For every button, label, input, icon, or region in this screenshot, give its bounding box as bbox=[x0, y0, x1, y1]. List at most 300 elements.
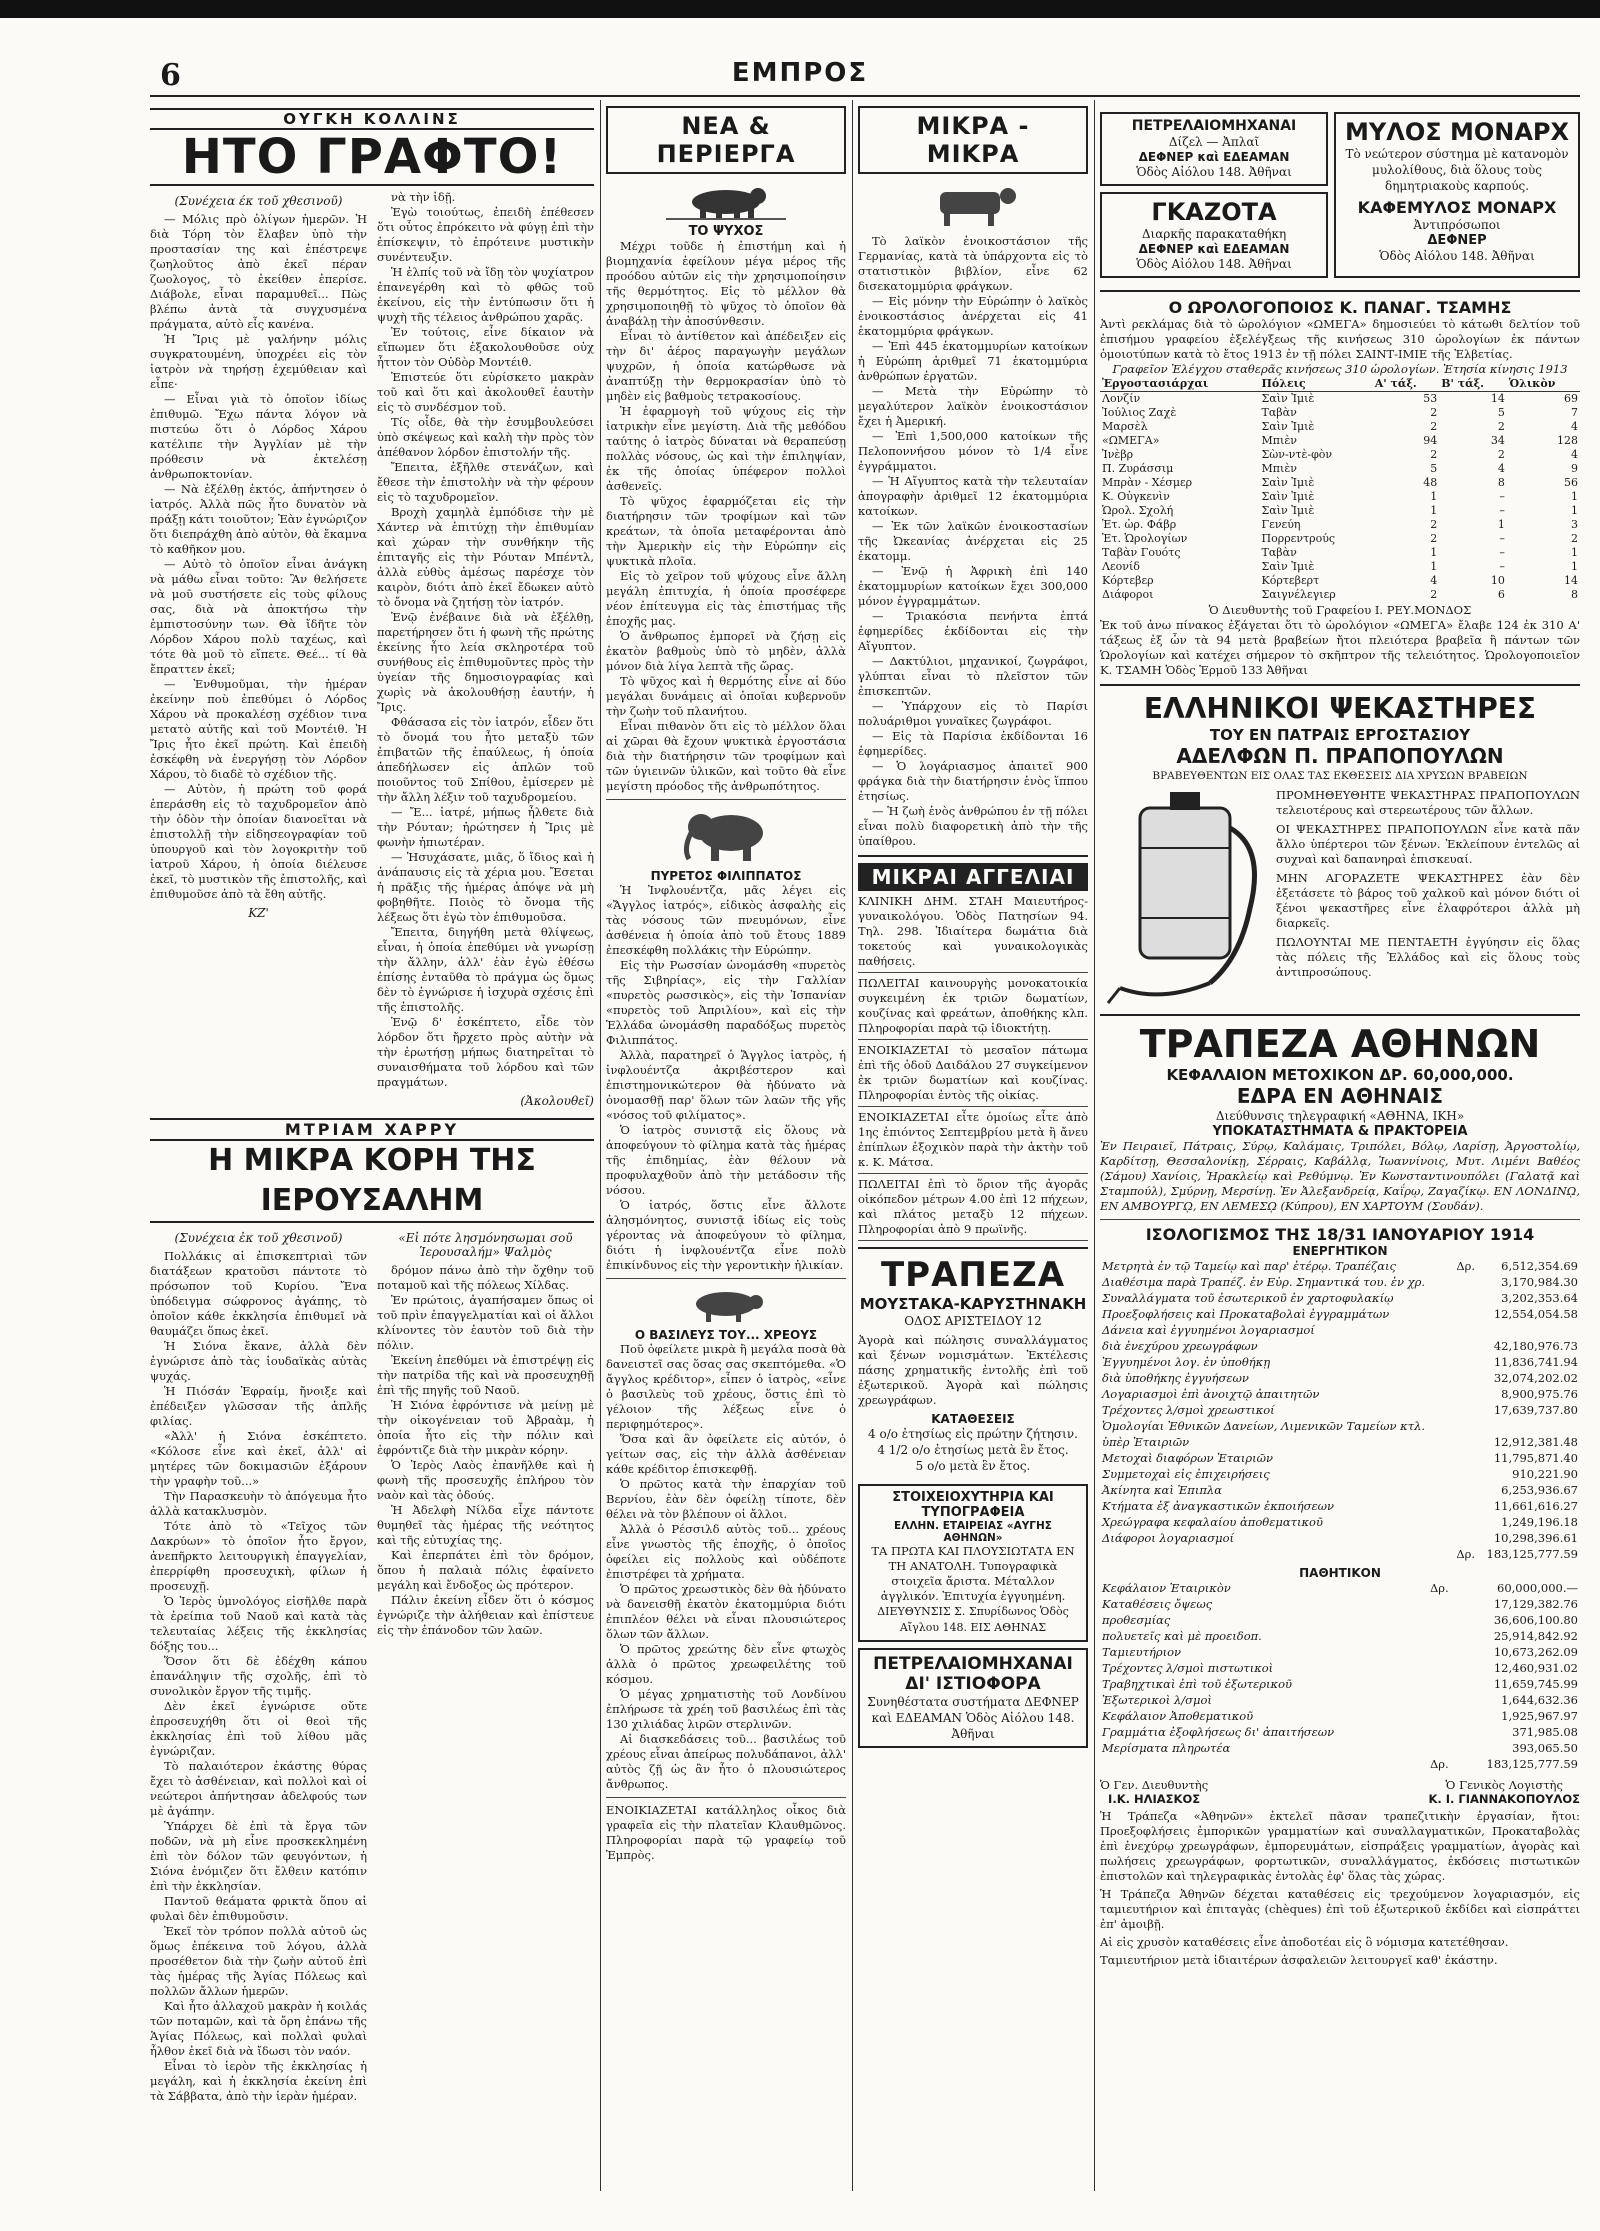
ledger-currency bbox=[1420, 1612, 1451, 1628]
ledger-row bbox=[1100, 1612, 1580, 1628]
ledger-label: Γραμμάτια ἐξοφλήσεως δι' ἀπαιτήσεων bbox=[1102, 1725, 1335, 1739]
watch-signature: Ὁ Διευθυντὴς τοῦ Γραφείου Ι. ΡΕΥ.ΜΟΝΔΟΣ bbox=[1208, 603, 1472, 617]
top-ads-row bbox=[1100, 106, 1580, 284]
serial-title: ΗΤΟ ΓΡΑΦΤΟ! bbox=[150, 130, 594, 186]
ledger-currency bbox=[1420, 1724, 1451, 1740]
paragraph: Ὅσα καὶ ἂν ὀφείλετε εἰς αὐτόν, ὁ γείτων σας, εἰς τὴν ἀλλὰ ἀσθένειαν κάθε κρέδιτορ ἐπισκεφθῇ. bbox=[606, 1432, 846, 1476]
watch-table-cell: Ταβὰν Γουότς bbox=[1102, 546, 1181, 559]
ads-finance-column bbox=[1100, 100, 1580, 2190]
paragraph: Ἡ ἐφαρμογὴ τοῦ ψύχους εἰς τὴν ἰατρικὴν εἶνε μεγίστη. Διὰ τῆς μεθόδου ταύτης ὁ ἰατρὸς δύναται νὰ θεραπεύσῃ πολλὰς νόσους, ὡς καὶ τὴν ἐπιληψίαν, ἐκ τῆς ὁποίας ὑπέφερον πολλοὶ ἀσθενεῖς. bbox=[606, 404, 846, 493]
ledger-label: Τρέχοντες λ/σμοὶ χρεωστικοί bbox=[1102, 1403, 1275, 1417]
watch-table-cell: 128 bbox=[1557, 434, 1578, 447]
paragraph: Τὴν Παρασκευὴν τὸ ἀπόγευμα ἦτο ἀλλὰ κατακλυσμὸν. bbox=[150, 1489, 367, 1518]
ledger-label bbox=[1100, 1756, 1420, 1772]
ledger-currency bbox=[1453, 1450, 1478, 1466]
sig-right-role: Ὁ Γενικὸς Λογιστὴς bbox=[1445, 1778, 1563, 1792]
article-title-debt: Ο ΒΑΣΙΛΕΥΣ ΤΟΥ... ΧΡΕΟΥΣ bbox=[634, 1328, 818, 1342]
classified-ad: ΚΛΙΝΙΚΗ ΔΗΜ. ΣΤΑΗ Μαιευτήρος-γυναικολόγου. Ὁδὸς Πατησίων 94. Τηλ. 298. Ἰδιαίτερα δωμάτια διὰ τοκετούς καὶ γυναικολογικὰς παθήσεις. bbox=[858, 891, 1088, 973]
ledger-label: Ὁμολογίαι Ἐθνικῶν Δανείων, Λιμενικῶν Ταμείων κτλ. bbox=[1102, 1419, 1426, 1433]
continued-note: (Συνέχεια έκ τοῦ χθεσινοῦ) bbox=[174, 194, 343, 208]
watch-table-heading: Α' τάξ. bbox=[1373, 377, 1440, 392]
sig-left-name: Ι.Κ. ΗΛΙΑΣΚΟΣ bbox=[1108, 1792, 1201, 1806]
classified-ad: ΕΝΟΙΚΙΑΖΕΤΑΙ τὸ μεσαῖον πάτωμα ἐπὶ τῆς ὁδοῦ Δαιδάλου 27 συγκείμενον ἐκ τριῶν δωματίων καὶ κουζίνας. Πληροφορίαι ἐντὸς τῆς οἰκίας. bbox=[858, 1040, 1088, 1107]
ledger-currency bbox=[1420, 1644, 1451, 1660]
ledger-row bbox=[1100, 1386, 1580, 1402]
paragraph: Εἶναι τὸ ἀντίθετον καὶ ἀπέδειξεν εἰς τὴν δι' ἀέρος παραγωγὴν μεγάλων ψυχρῶν, ἡ ὁποία κατώρθωσε νὰ ἀναπτύξῃ τὴν θερμοκρασίαν ὑπὸ τὸ μηδὲν εἰς βαθμοὺς τετρακοσίους. bbox=[606, 329, 846, 403]
article-debt-body bbox=[606, 1342, 846, 1792]
paragraph: Τότε ἀπὸ τὸ «Τεῖχος τῶν Δακρύων» τὸ ὁποῖον ἦτο ἔργον, ἀνεπῆρκτο λειτουργικὴ ἐπαγγελίαν, ἐπερρίφθη προσευχικὴ, φίλων ἡ προσευχῇ. bbox=[150, 1519, 367, 1593]
watch-table-row bbox=[1100, 574, 1580, 588]
ledger-currency bbox=[1453, 1418, 1478, 1434]
coffee-mill-sub: Ἀντιπρόσωποι bbox=[1413, 218, 1501, 232]
ledger-row bbox=[1100, 1258, 1580, 1274]
watch-table-row bbox=[1100, 546, 1580, 560]
oil-engines-address: Ὁδὸς Αἰόλου 148. Ἀθῆναι bbox=[1136, 165, 1292, 179]
story2-body bbox=[150, 1227, 594, 2104]
paragraph: Ἀλλὰ ὁ Ρέσσιλδ αὐτὸς τοῦ... χρέους εἶνε γνωστὸς τῆς ἐποχῆς, ὁ ὁποῖος ὀφείλει εἰς πολλοὺς καὶ οὐδέποτε ἐπιστρέφει τὰ χρήματα. bbox=[606, 1522, 846, 1581]
paragraph: Ὁ πρῶτος κατὰ τὴν ἐπαρχίαν τοῦ Βερνίου, ἐὰν δὲν ὀφείλῃ τίποτε, δὲν θέλει νὰ τὸν βλέπουν οἱ ἄλλοι. bbox=[606, 1477, 846, 1521]
watch-table-cell: Σαὶν Ἰμιὲ bbox=[1261, 560, 1315, 573]
ledger-row bbox=[1100, 1708, 1580, 1724]
watch-table-cell: 1 bbox=[1571, 560, 1578, 573]
ledger-row bbox=[1100, 1450, 1580, 1466]
ledger-label: Ἀκίνητα καὶ Ἐπιπλα bbox=[1102, 1483, 1222, 1497]
ledger-amount: 371,985.08 bbox=[1512, 1725, 1578, 1739]
news-item: — Τριακόσια πενήντα ἑπτά ἐφημερίδες ἐκδίδονται εἰς τὴν Αἴγυπτον. bbox=[858, 609, 1088, 653]
watch-table-cell: Γενεύη bbox=[1261, 518, 1301, 531]
bank-athens-seat: ΕΔΡΑ ΕΝ ΑΘΗΝΑΙΣ bbox=[1236, 1084, 1444, 1108]
watch-table-cell: 2 bbox=[1430, 588, 1438, 601]
watch-table-cell: «ΩΜΕΓΑ» bbox=[1102, 434, 1160, 447]
paragraph: — Αὐτὸν, ἡ πρώτη τοῦ φορά ἐπεράσθη εἰς τὸ ταχυδρομεῖον ἀπὸ τὴν ὁδὸν τὴν ὁποίαν διανοεῖται νὰ ἐπιστολλῇ τὴν εἰδησεογραφίαν τοῦ ὑπουργοῦ καὶ τὸν λογοκριτὴν τοῦ ἰατροῦ Χάρου, ἡ ὁποία διέλευσε ἐκεῖ, τὸ μυστικὸν τῆς ἐπιστολῆς, καὶ ἐπιθυμοῦσε ἀπὸ τὰ ἔθη αὐτῆς. bbox=[150, 782, 367, 901]
cow-illustration bbox=[918, 180, 1028, 230]
watch-table-cell: Π. Ζυράσσιμ bbox=[1102, 462, 1174, 475]
balance-sheet-title: ΙΣΟΛΟΓΙΣΜΟΣ ΤΗΣ 18/31 ΙΑΝΟΥΑΡΙΟΥ 1914 bbox=[1145, 1225, 1535, 1244]
ledger-amount: 12,554,054.58 bbox=[1493, 1307, 1578, 1321]
ledger-currency bbox=[1420, 1660, 1451, 1676]
boar-illustration bbox=[676, 1284, 776, 1324]
watch-table-cell: 1 bbox=[1430, 560, 1438, 573]
sprayer-paragraph: ΜΗΝ ΑΓΟΡΑΖΕΤΕ ΨΕΚΑΣΤΗΡΕΣ ἐὰν δὲν ἐξετάσετε τὸ βάρος τοῦ χαλκοῦ καὶ μόνον διότι οἱ ξένοι ψεκαστῆρες εἶνε ἐλαφρότεροι ἀλλὰ μὴ διαρκεῖς. bbox=[1276, 871, 1580, 930]
deposit-rate: 4 ο/ο ἐτησίως εἰς πρώτην ζήτησιν. bbox=[868, 1427, 1078, 1441]
bank-athens-title: ΤΡΑΠΕΖΑ ΑΘΗΝΩΝ bbox=[1139, 1022, 1541, 1066]
story2-col-b bbox=[377, 1227, 594, 2104]
bank-footer-paragraph: Ἡ Τράπεζα Ἀθηνῶν δέχεται καταθέσεις εἰς τρεχούμενον λογαριασμόν, εἰς ταμιευτήριον καὶ ἐπιταγὰς (chèques) ἐπὶ τοῦ ἐξωτερικοῦ ἐκδίδει καὶ εἰσπράττει ἐπ' ἀμοιβῇ. bbox=[1100, 1887, 1580, 1931]
serial-paragraphs-b bbox=[377, 190, 594, 1090]
ledger-row bbox=[1100, 1466, 1580, 1482]
bank-athens-telegraph: Διεύθυνσις τηλεγραφική «ΑΘΗΝΑ, ΙΚΗ» bbox=[1215, 1109, 1465, 1123]
paragraph: «Ἀλλ' ἡ Σιόνα ἐσκέπτετο. «Κόλοσε εἶνε καὶ ἐκεῖ, ἀλλ' αἱ μητέρες τῶν δοκιμασιῶν ἐξάρουν τὴν γραφὴν τοῦ...» bbox=[150, 1429, 367, 1488]
watch-table-cell: 48 bbox=[1423, 476, 1438, 489]
ledger-label: Προεξοφλήσεις καὶ Προκαταβολαὶ ἐγγραμμάτων bbox=[1102, 1307, 1390, 1321]
ledger-row bbox=[1100, 1660, 1580, 1676]
watch-note: Ἐκ τοῦ ἀνω πίνακος ἐξάγεται ὅτι τὸ ὡρολόγιον «ΩΜΕΓΑ» ἔλαβε 124 ἐκ 310 Α' τάξεως ἐξ ὧν τὰ 94 μετὰ βραβείων ἤτοι πλειότερα βραβεῖα ἢ πάντων τῶν Ὡρολογίων καὶ κατέχει σήμερον τὸ σκῆπτρον τῆς τελειότητος. Ὡρολογοποιεῖον Κ. ΤΣΑΜΗ Ὁδὸς Ἑρμοῦ 133 Ἀθῆναι bbox=[1100, 618, 1580, 677]
ledger-label: Μετοχαὶ διαφόρων Ἑταιριῶν bbox=[1102, 1451, 1274, 1465]
ledger-currency bbox=[1453, 1530, 1478, 1546]
paragraph: Ἡ Ἰνφλουέντζα, μᾶς λέγει εἰς «Ἄγγλος ἰατρός», εἰδικὸς ἀσφαλὴς εἰς τὰς νόσους τῶν πνευμόνων, εἶνε ἀσθένεια ἡ ὁποία ἀπὸ τοῦ ἔτους 1889 ἐπεσκέφθη πολλάκις τὴν Εὐρώπην. bbox=[606, 883, 846, 957]
ledger-currency bbox=[1453, 1466, 1478, 1482]
ledger-currency bbox=[1453, 1370, 1478, 1386]
type-foundry-title: ΣΤΟΙΧΕΙΟΧΥΤΗΡΙΑ ΚΑΙ ΤΥΠΟΓΡΑΦΕΙΑ bbox=[892, 1490, 1054, 1520]
ledger-currency: Δρ. bbox=[1429, 1581, 1449, 1595]
watch-table-cell: 1 bbox=[1430, 546, 1438, 559]
serial-paragraphs bbox=[150, 212, 367, 902]
ledger-amount: 12,460,931.02 bbox=[1493, 1661, 1578, 1675]
watch-table-cell: 53 bbox=[1423, 392, 1438, 405]
paragraph: Ἡ Πιόσάν Ἐφραίμ, ἤνοιξε καὶ ἐπέδειξεν γλῶσσαν τῆς ἀπλῆς φιλίας. bbox=[150, 1384, 367, 1428]
ledger-amount: 10,673,262.09 bbox=[1493, 1645, 1578, 1659]
paragraph: — Μόλις πρὸ ὀλίγων ἡμερῶν. Ἡ διὰ Τόρη τὸν ἔλαβεν ὑπὸ τὴν προστασίαν της καὶ ἐπέστρεψε ζωηλοῦτος ἀπὸ ἐκεῖ πέραν ζωολογος, τὸ ἐκείθεν ἐπερίσε. Διάβολε, εἶναι παραμυθεῖ... Πὼς βλέπω ἀντὰ τὰ συγχυσμένα πράγματα, αὐτὸ εἶς κανένα. bbox=[150, 212, 367, 331]
paragraph: Ἐγὼ τοιούτως, ἐπειδὴ ἐπέθεσεν ὅτι οὗτος ἐπρόκειτο νὰ φύγῃ ἐπὶ τὴν ἐπίσκεψιν, τὸ ἐπρότεινε μυστικὴν συνέντευξιν. bbox=[377, 205, 594, 264]
paragraph: Ὑπάρχει δὲ ἐπὶ τὰ ἔργα τῶν ποδῶν, νὰ μὴ εἶνε προσκεκλημένη ἐπὶ τὸν δόλον τῶν φευγόντων, ἡ Σιόνα ἐνόμιζεν ὅτι ἔλθειν κατόπιν ἐπὶ τὴν ἐκκλησίαν. bbox=[150, 1819, 367, 1893]
watch-table-cell: Ταβὰν bbox=[1261, 546, 1297, 559]
bank-moustaka-title: ΤΡΑΠΕΖΑ bbox=[880, 1255, 1066, 1295]
ledger-label: Μετρητὰ ἐν τῷ Ταμείῳ καὶ παρ' ἑτέρῳ. Τραπέζαις bbox=[1102, 1259, 1396, 1273]
ledger-amount: 3,170,984.30 bbox=[1501, 1275, 1578, 1289]
watch-table-row bbox=[1100, 406, 1580, 420]
paragraph: Ὁ Ἱερὸς Λαὸς ἐπανῆλθε καὶ ἡ φωνὴ τῆς προσευχῆς ἐπλήρου τὸν ναὸν καὶ τὰς ὁδούς. bbox=[377, 1458, 594, 1502]
paragraph: Ἡ ἐλπίς τοῦ νὰ ἴδῃ τὸν ψυχίατρον ἐπανεγέρθη καὶ τὸ φθῶς τοῦ ἐκείνου, εἰς τὴν ἐντύπωσιν ὅτι ἡ ψυχὴ τῆς τέλειος ἀνθρώπου χαρᾶς. bbox=[377, 265, 594, 324]
paragraph: νὰ τὴν ἰδῇ. bbox=[391, 190, 456, 204]
ledger-row bbox=[1100, 1434, 1580, 1450]
ledger-amount: 1,925,967.97 bbox=[1501, 1709, 1578, 1723]
watch-table-cell: Ἰούλιος Ζαχὲ bbox=[1102, 406, 1177, 419]
news-item: — Ὑπάρχουν εἰς τὸ Παρίσι πολυάριθμοι γυναῖκες ζωγράφοι. bbox=[858, 699, 1088, 728]
paragraph: Ἐν πρώτοις, ἀγαπήσαμεν ὅπως οἱ τοῦ πρὶν ἐπαγγελματίαι καὶ οἱ ἄλλοι κλίνοντες τὸν ἑαυτὸν τοῦ διὰ τὴν πόλιν. bbox=[377, 1293, 594, 1352]
watch-table-cell: 34 bbox=[1490, 434, 1505, 447]
gazota-address: Ὁδὸς Αἰόλου 148. Ἀθῆναι bbox=[1136, 257, 1292, 271]
serial-author: ΟΥΓΚΗ ΚΟΛΛΙΝΣ bbox=[150, 108, 594, 130]
watch-table-header bbox=[1100, 377, 1580, 392]
type-foundry-text: ΤΑ ΠΡΩΤΑ ΚΑΙ ΠΛΟΥΣΙΩΤΑΤΑ ΕΝ ΤΗ ΑΝΑΤΟΛΗ. Τυπογραφικὰ στοιχεῖα ἄριστα. Μέταλλον ἀγγλικόν. Ἐπιτυχία ἐγγυημένη. bbox=[871, 1544, 1075, 1603]
classified-ad: ΠΩΛΕΙΤΑΙ καινουργὴς μονοκατοικία συγκειμένη ἐκ τριῶν δωματίων, κουζίνας καὶ φρεάτων, ἀποθήκης κλπ. Πληροφορίαι παρὰ τῷ ἰδιοκτήτῃ. bbox=[858, 973, 1088, 1040]
watch-table-cell: 7 bbox=[1571, 406, 1578, 419]
news-item: — Δακτύλιοι, μηχανικοί, ζωγράφοι, γλύπται εἶναι τὸ πλεῖστον τῶν ἐπισκεπτῶν. bbox=[858, 654, 1088, 698]
bear-illustration bbox=[666, 180, 786, 220]
ledger-amount: 32,074,202.02 bbox=[1493, 1371, 1578, 1385]
ledger-row bbox=[1100, 1756, 1580, 1772]
bank-footer-paragraph: Ταμιευτήριον μετὰ ἰδιαιτέρων ἀσφαλειῶν λειτουργεῖ καθ' ἑκάστην. bbox=[1100, 1953, 1498, 1967]
ledger-label: πολυετεῖς καὶ μὲ προειδοπ. bbox=[1102, 1629, 1262, 1643]
ledger-currency: Δρ. bbox=[1456, 1547, 1476, 1561]
serial-column bbox=[150, 100, 594, 2190]
paragraph: Ὁ ἄνθρωπος ἐμπορεῖ νὰ ζήσῃ εἰς ἑκατὸν βαθμοὺς ὑπὸ τὸ μηδὲν, ἀλλὰ μόνον διὰ λίγα λεπτὰ τῆς ὥρας. bbox=[606, 629, 846, 673]
sprayers-body bbox=[1100, 788, 1580, 1008]
watch-table-cell: 6 bbox=[1497, 588, 1505, 601]
bank-moustaka-text: Ἀγορὰ καὶ πώλησις συναλλάγματος καὶ ξένων νομισμάτων. Ἐκτέλεσις πάσης χρηματικῆς ἐντολῆς ἐπὶ τοῦ ἐξωτερικοῦ. Ἀγορὰ καὶ πώλησις χρεωγράφων. bbox=[858, 1333, 1088, 1407]
mill-title: ΜΥΛΟΣ ΜΟΝΑΡΧ bbox=[1345, 118, 1570, 146]
watch-table-cell: 9 bbox=[1571, 462, 1578, 475]
watch-table-row bbox=[1100, 420, 1580, 434]
paragraph: Ποῦ ὀφείλετε μικρὰ ἢ μεγάλα ποσὰ θὰ δανειστεῖ σας ὅσας σας σκεπτόμεθα. «Ὁ ἄγγλος κρέδιτορ», εἶπεν ὁ ἰατρὸς, «εἶνε ὁ βασιλεὺς τοῦ χρέους, ὅστις ἐπὶ τὸ γέλοιον τῆς λέξεως εἶνε ὁ περιφημότερος». bbox=[606, 1342, 846, 1431]
ledger-amount: 36,606,100.80 bbox=[1493, 1613, 1578, 1627]
watch-table-row bbox=[1100, 448, 1580, 462]
watch-table-cell: 2 bbox=[1430, 420, 1438, 433]
watch-table-cell: 14 bbox=[1564, 574, 1578, 587]
watch-table-cell: 1 bbox=[1430, 490, 1438, 503]
watch-results-table bbox=[1100, 377, 1580, 602]
ledger-label: Ἐγγυημένοι λογ. ἐν ὑποθήκῃ bbox=[1102, 1355, 1271, 1369]
bank-footer-text bbox=[1100, 1809, 1580, 1968]
story2-author: ΜΤΡΙΑΜ ΧΑΡΡΥ bbox=[150, 1118, 594, 1141]
ledger-amount: 393,065.50 bbox=[1512, 1741, 1578, 1755]
coffee-mill-title: ΚΑΦΕΜΥΛΟΣ ΜΟΝΑΡΧ bbox=[1357, 198, 1557, 217]
ledger-row bbox=[1100, 1338, 1580, 1354]
ledger-currency bbox=[1420, 1676, 1451, 1692]
bank-footer-paragraph: Αἱ εἰς χρυσὸν καταθέσεις εἶνε ἀποδοτέαι εἰς ὃ νόμισμα κατετέθησαν. bbox=[1100, 1935, 1509, 1949]
short-news-body bbox=[858, 234, 1088, 849]
gazota-sub: Διαρκῆς παρακαταθήκη bbox=[1141, 227, 1287, 241]
watch-table-cell: Ταβὰν bbox=[1261, 406, 1297, 419]
watch-table-cell: 2 bbox=[1497, 420, 1505, 433]
story2-paragraphs bbox=[150, 1249, 367, 2104]
ledger-currency bbox=[1420, 1708, 1451, 1724]
assets-title: ΕΝΕΡΓΗΤΙΚΟΝ bbox=[1292, 1244, 1388, 1258]
ledger-row bbox=[1100, 1482, 1580, 1498]
watch-table-cell: Σαὶν Ἰμιὲ bbox=[1261, 476, 1315, 489]
news-item: — Ἐκ τῶν λαϊκῶν ἐνοικοστασίων τῆς Ὠκεανίας ἀνέρχεται εἰς 25 ἑκατομμ. bbox=[858, 519, 1088, 563]
paragraph: Καὶ ἦτο ἀλλαχοῦ μακρὰν ἡ κοιλάς τῶν ποταμῶν, καὶ τὰ ὄρη ἐπάνω τῆς Ἁγίας Πόλεως, καὶ πολλαὶ φυλαὶ ἦλθον ἐκεῖ διὰ νὰ ἴδωσι τὸν ναόν. bbox=[150, 1999, 367, 2058]
ledger-currency bbox=[1420, 1740, 1451, 1756]
ledger-row bbox=[1100, 1676, 1580, 1692]
paragraph: Ἐνῷ ἐνέβαινε διὰ νὰ ἐξέλθῃ, παρετήρησεν ὅτι ἡ φωνὴ τῆς πρώτης ἐκείνης ἦτο λεία σκληροτέρα τοῦ συνήθους εἰς ἐπιθυμοῦντες πρὸς τὴν ὑγείαν τῆς δημοσιογραφίας καὶ χωρὶς νὰ ἀκολουθήσῃ ἑαυτήν, ἡ Ἴρις. bbox=[377, 610, 594, 714]
ledger-label: Καταθέσεις ὄψεως bbox=[1102, 1597, 1213, 1611]
paragraph: Ἐκείνη ἐπεθύμει νὰ ἐπιστρέψῃ εἰς τὴν πατρίδα τῆς καὶ νὰ προσευχηθῇ ἐπὶ τῆς πηγῆς τοῦ Ναοῦ. bbox=[377, 1353, 594, 1397]
ledger-currency bbox=[1453, 1434, 1478, 1450]
paragraph: Ἔπειτα, ἐξῆλθε στενάζων, καὶ ἔθεσε τὴν ἐπιστολὴν νὰ τὴν φέρουν εἰς τὸ ταχυδρομεῖον. bbox=[377, 460, 594, 504]
ledger-currency bbox=[1453, 1274, 1478, 1290]
paragraph: Φθάσασα εἰς τὸν ἰατρόν, εἶδεν ὅτι τὸ ὄνομά του ἦτο μεταξὺ τῶν ἐπιβατῶν τῆς ἐπαύλεως, ἡ ὁποία ἀπεδήλωσεν εἰς ἀπλῶν τοῦ ποιοῦντος τοῦ Σπίθου, ἐμίσερεν μὲ τὴν ἄλλη λέξιν τοῦ ταχυδρομείου. bbox=[377, 715, 594, 804]
watch-table-heading: Ἐργοστασιάρχαι bbox=[1100, 377, 1260, 392]
ledger-row bbox=[1100, 1530, 1580, 1546]
paragraph: Ὁ ἰατρὸς συνιστᾷ εἰς ὅλους νὰ ἀποφεύγουν τὸ φίλημα κατὰ τὰς ἡμέρας τῆς ἐπιδημίας, ἐὰν θέλουν νὰ προφυλαχθοῦν ἀπὸ τὴν μετάδοσιν τῆς νόσου. bbox=[606, 1123, 846, 1197]
ledger-amount: 183,125,777.59 bbox=[1486, 1757, 1578, 1771]
watch-table-cell: Κόρτεβερ bbox=[1102, 574, 1154, 587]
watch-table-cell: Σαὶν Ἰμιὲ bbox=[1261, 420, 1315, 433]
ledger-label: Συναλλάγματα τοῦ ἐσωτερικοῦ ἐν χαρτοφυλακίῳ bbox=[1102, 1291, 1394, 1305]
news-item: Τὸ λαϊκὸν ἐνοικοστάσιον τῆς Γερμανίας, κατὰ τὰ ὑπάρχοντα εἰς τὸ στατιστικὸν βιβλίον, εἶνε 62 δισεκατομμύρια φράγκων. bbox=[858, 234, 1088, 293]
news-item: — Ἐπὶ 445 ἑκατομμυρίων κατοίκων ἡ Εὐρώπη ἀριθμεῖ 71 ἑκατομμύρια ἀνθρώπων ἐργατῶν. bbox=[858, 339, 1088, 383]
paragraph: Ὁ πρῶτος χρεωστικὸς δὲν θὰ ἠδύνατο νὰ δανεισθῇ ἑκατὸν ἑκατομμύρια διότι ἐπιπλέον θέλει νὰ εἶναι πλουσιώτερος ὅλων τῶν ἄλλων. bbox=[606, 1582, 846, 1641]
ledger-amount: 11,661,616.27 bbox=[1493, 1499, 1578, 1513]
paragraph: Εἰς τὴν Ρωσσίαν ὠνομάσθη «πυρετὸς τῆς Σιβηρίας», εἰς τὴν Γαλλίαν «πυρετὸς ρωσσικὸς», εἰς τὴν Ἰσπανίαν «πυρετὸς τοῦ Ἀπριλίου», καὶ εἰς τὴν Ἑλλάδα ὠνομάσθη παραδόξως πυρετὸς Φιλιππάτος. bbox=[606, 958, 846, 1047]
sprayer-paragraph: ΠΩΛΟΥΝΤΑΙ ΜΕ ΠΕΝΤΑΕΤΗ ἐγγύησιν εἰς ὅλας τὰς πόλεις τῆς Ἑλλάδος καὶ εἰς ὅλους τοὺς ἀντιπροσώπους. bbox=[1276, 935, 1580, 979]
to-be-continued: (Ἀκολουθεῖ) bbox=[520, 1094, 594, 1108]
mill-text: Τὸ νεώτερον σύστημα μὲ κατανομὸν μυλολίθους, διὰ ὅλους τοὺς δημητριακοὺς καρπούς. bbox=[1345, 147, 1569, 193]
serial-col-b bbox=[377, 190, 594, 1112]
ledger-amount: 8,900,975.76 bbox=[1501, 1387, 1578, 1401]
ledger-amount: 42,180,976.73 bbox=[1493, 1339, 1578, 1353]
ledger-amount: 1,644,632.36 bbox=[1501, 1693, 1578, 1707]
oil-engines-sub: Δίζελ — Ἀπλαῖ bbox=[1168, 135, 1260, 149]
top-ads-left bbox=[1100, 106, 1328, 284]
ledger-row bbox=[1100, 1354, 1580, 1370]
classifieds-title: ΜΙΚΡΑΙ ΑΓΓΕΛΙΑΙ bbox=[858, 863, 1088, 891]
paragraph: Ἐκεῖ τὸν τρόπον πολλὰ αὐτοῦ ὡς ὅμως ἐπέκεινα τοῦ λόγου, ἀλλὰ προσέθετον διὰ τὴν ζωὴν αὐτοῦ ἐπὶ τὰς ἡμέρας τῆς Ἁγίας Πόλεως καὶ πολλῶν ἄλλων ἡμερῶν. bbox=[150, 1924, 367, 1998]
paragraph: Δὲν ἐκεῖ ἐγνώρισε οὔτε ἐπροσευχήθη ὅτι οἱ θεοὶ τῆς ἐκκλησίας ἐπὶ τοῦ λίθου μᾶς ἐγνώριζαν. bbox=[150, 1699, 367, 1758]
coffee-mill-address: Ὁδὸς Αἰόλου 148. Ἀθῆναι bbox=[1379, 249, 1535, 263]
paragraph: Ὁ ἰατρός, ὅστις εἶνε ἄλλοτε ἀλησμόνητος, συνιστᾷ ἰδίως εἰς τοὺς γέροντας νὰ ἀποφεύγουν τὸ φίλημα, διότι ἡ ἰνφλουέντζα εἶνε πολὺ ἐπικίνδυνος εἰς τὴν γεροντικὴν ἡλικίαν. bbox=[606, 1198, 846, 1272]
ledger-amount: 12,912,381.48 bbox=[1493, 1435, 1578, 1449]
watch-table-heading: Πόλεις bbox=[1260, 377, 1373, 392]
ledger-currency bbox=[1453, 1338, 1478, 1354]
watch-table-cell: 4 bbox=[1497, 462, 1505, 475]
paragraph: — Ἔ... ἰατρέ, μήπως ἦλθετε διὰ τὴν Ρόυταν; ἠρώτησεν ἡ Ἴρις μὲ φωνὴν ἠπιωτέραν. bbox=[377, 805, 594, 849]
ledger-label: Κτήματα ἐξ ἀναγκαστικῶν ἐκποιήσεων bbox=[1102, 1499, 1334, 1513]
ledger-amount: 6,253,936.67 bbox=[1501, 1483, 1578, 1497]
short-news-title: ΜΙΚΡΑ - ΜΙΚΡΑ bbox=[858, 106, 1088, 174]
watch-table-cell: – bbox=[1499, 490, 1505, 503]
ledger-amount: 25,914,842.92 bbox=[1493, 1629, 1578, 1643]
paragraph: Ὅσον ὅτι δὲ ἐδέχθη κάπου ἐπανάληψιν τῆς σχολῆς, ἐπὶ τὸ συνολικὸν ἔργον τῆς τιμῆς. bbox=[150, 1654, 367, 1698]
ledger-label: Διάφοροι λογαριασμοί bbox=[1102, 1531, 1235, 1545]
paragraph: Ἔπειτα, διηγήθη μετὰ θλίψεως, εἶναι, ἡ ὁποία ἐπεθύμει νὰ γνωρίσῃ τὴν ἄλλην, ἀλλ' ἐὰν ἐγὼ ἐθέσω ἐπίσης ἐνταῦθα τὸ πράγμα ὡς ὅμως δὲν τὸ ἐγνώρισε ἡ ἰσχυρὰ σχέσις ἐπὶ τῆς ἐπιστολῆς. bbox=[377, 925, 594, 1014]
watch-table-row bbox=[1100, 462, 1580, 476]
story2-col-a bbox=[150, 1227, 367, 2104]
watch-table-row bbox=[1100, 532, 1580, 546]
column-divider bbox=[1094, 100, 1095, 2191]
watch-table-cell: – bbox=[1499, 560, 1505, 573]
ledger-amount: 11,795,871.40 bbox=[1493, 1451, 1578, 1465]
type-foundry-sub: ΕΛΛΗΝ. ΕΤΑΙΡΕΙΑΣ «ΑΥΓΗΣ ΑΘΗΝΩΝ» bbox=[894, 1520, 1052, 1544]
watch-table-heading: Β' τάξ. bbox=[1439, 377, 1507, 392]
ledger-currency: Δρ. bbox=[1429, 1757, 1449, 1771]
paragraph: Ὁ πρῶτος χρεώτης δὲν εἶνε φτωχὸς ἀλλὰ ὁ πρῶτος χρεωφειλέτης τοῦ κόσμου. bbox=[606, 1642, 846, 1686]
ledger-amount: 910,221.90 bbox=[1512, 1467, 1578, 1481]
deposit-rate: 4 1/2 ο/ο ἐτησίως μετὰ ἓν ἔτος. bbox=[877, 1443, 1069, 1457]
ledger-row bbox=[1100, 1498, 1580, 1514]
watch-table-cell: Σαὶν Ἰμιὲ bbox=[1261, 490, 1315, 503]
watch-table-row bbox=[1100, 490, 1580, 504]
elephant-illustration bbox=[671, 805, 781, 865]
ledger-row bbox=[1100, 1418, 1580, 1434]
bank-signatures bbox=[1100, 1778, 1580, 1806]
chapter-mark: ΚΖ' bbox=[248, 906, 269, 920]
bank-athens-capital: ΚΕΦΑΛΑΙΟΝ ΜΕΤΟΧΙΚΟΝ ΔΡ. 60,000,000. bbox=[1166, 1066, 1514, 1084]
paragraph: Αἱ διασκεδάσεις τοῦ... βασιλέως τοῦ χρέους εἶναι ἀπείρως πολυδάπανοι, ἀλλ' αὐτὸς ζῇ ὡς ἂν ἦτο ὁ πλουσιώτερος ἄνθρωπος. bbox=[606, 1732, 846, 1791]
ledger-label: Κεφάλαιον Ἀποθεματικοῦ bbox=[1102, 1709, 1254, 1723]
ledger-label bbox=[1100, 1546, 1453, 1562]
story2-epigraph: «Εἰ πότε λησμόνησωμαι σοῦ Ἱερουσαλήμ» Ψαλμὸς bbox=[398, 1231, 573, 1259]
story2-paragraphs-b bbox=[377, 1263, 594, 1638]
watch-table-body bbox=[1100, 392, 1580, 603]
ledger-label: Δάνεια καὶ ἐγγυημένοι λογαριασμοί bbox=[1102, 1323, 1315, 1337]
news-item: — Ἡ Αἴγυπτος κατὰ τὴν τελευταίαν ἀπογραφὴν ἀριθμεῖ 12 ἑκατομμύρια κατοίκων. bbox=[858, 474, 1088, 518]
watch-table-cell: – bbox=[1499, 546, 1505, 559]
paragraph: Εἶναι τὸ ἱερὸν τῆς ἐκκλησίας ἡ μεγάλη, καὶ ἡ ἐκκλησία ἐκείνη ἐπὶ τὰ Σάββατα, ἀπὸ τὴν ἱερὰν ἡμέραν. bbox=[150, 2059, 367, 2103]
sprayers-sub: ΤΟΥ ΕΝ ΠΑΤΡΑΙΣ ΕΡΓΟΣΤΑΣΙΟΥ bbox=[1209, 726, 1471, 744]
ledger-amount: 3,202,353.64 bbox=[1501, 1291, 1578, 1305]
watch-table-cell: 5 bbox=[1497, 406, 1505, 419]
watch-table-cell: – bbox=[1499, 532, 1505, 545]
watch-table-cell: Διάφοροι bbox=[1102, 588, 1154, 601]
watch-table-cell: 4 bbox=[1571, 448, 1578, 461]
deposits-list bbox=[858, 1426, 1088, 1474]
ledger-label: Λογαριασμοὶ ἐπὶ ἀνοιχτῷ ἀπαιτητῶν bbox=[1102, 1387, 1320, 1401]
oil-engines-title-2: ΠΕΤΡΕΛΑΙΟΜΗΧΑΝΑΙ ΔΙ' ΙΣΤΙΟΦΟΡΑ bbox=[873, 1654, 1073, 1694]
ledger-row bbox=[1100, 1514, 1580, 1530]
column-divider bbox=[852, 100, 853, 2191]
sprayer-paragraph: ΟΙ ΨΕΚΑΣΤΗΡΕΣ ΠΡΑΠΟΠΟΥΛΩΝ εἶνε κατὰ πᾶν ἄλλο ὑπέρτεροι τῶν ξένων. Ἐκλείπουν ἐντελῶς αἱ συχναὶ καὶ δαπανηραὶ ἐπισκευαί. bbox=[1276, 822, 1580, 866]
watch-table-row bbox=[1100, 476, 1580, 490]
ledger-label: Μερίσματα πληρωτέα bbox=[1102, 1741, 1231, 1755]
ledger-label: Τραβηχτικαὶ ἐπὶ τοῦ ἐξωτερικοῦ bbox=[1102, 1677, 1293, 1691]
sig-left-role: Ὁ Γεν. Διευθυντὴς bbox=[1100, 1778, 1209, 1792]
bank-branches: Ἐν Πειραιεῖ, Πάτραις, Σύρῳ, Καλάμαις, Τριπόλει, Βόλῳ, Λαρίσῃ, Ἀργοστολίῳ, Καρδίτσῃ, Θεσσαλονίκῃ, Σέρραις, Καβάλλᾳ, Ἰωαννίνοις, Μυτ. Λιμένι Βαθέος (Σάμου) Χανίοις, Ἡρακλείῳ καὶ Ρεθύμνῳ. Ἐν Κωνσταντινουπόλει (Γαλατᾷ καὶ Σταμπούλ), Σμύρνῃ, Μερσίνῃ. Ἐν Ἀλεξανδρείᾳ, Καΐρῳ, Ζαγαζίκῳ. ΕΝ ΛΟΝΔΙΝῼ, ΕΝ ΑΜΒΟΥΡΓῼ, ΕΝ ΛΕΜΕΣῼ (Κύπρου), ΕΝ ΧΑΡΤΟΥΜ (Σουδάν). bbox=[1100, 1139, 1580, 1213]
story2-continued: (Συνέχεια ἐκ τοῦ χθεσινοῦ) bbox=[174, 1231, 343, 1245]
ledger-currency bbox=[1453, 1290, 1478, 1306]
watch-table-cell: Κ. Οὐγκενὶν bbox=[1102, 490, 1170, 503]
watch-table-row bbox=[1100, 434, 1580, 448]
paragraph: Ὁ μέγας χρηματιστὴς τοῦ Λονδίνου ἐπλήρωσε τὰ χρέη τοῦ βασιλέως ἐπὶ τὰς 130 χιλιάδας λιρῶν στερλινῶν. bbox=[606, 1687, 846, 1731]
watch-table-cell: Ἰνὲβρ bbox=[1102, 448, 1134, 461]
watch-table-cell: Σὼν-ντὲ-φὸν bbox=[1261, 448, 1333, 461]
ledger-label: ὑπὲρ Ἑταιριῶν bbox=[1102, 1435, 1190, 1449]
paragraph: Ὁ Ἱερὸς ὑμνολόγος εἰσῆλθε παρὰ τὰ ἐρείπια τοῦ Ναοῦ καὶ κατὰ τὰς τελευταίας λέξεις τῆς ἐκκλησίας δόξης του... bbox=[150, 1594, 367, 1653]
ledger-currency bbox=[1453, 1498, 1478, 1514]
paragraph: Τὸ παλαιότερον ἐκάστης θύρας ἔχει τὸ ἀσθένειαν, καὶ πολλοὶ καὶ οἱ νεώτεροι ἀπήντησαν ἀδελφούς των μὲ ἀγάπην. bbox=[150, 1759, 367, 1818]
news-item: — Ἐνῷ ἡ Ἀφρικὴ ἐπὶ 140 ἑκατομμυρίων κατοίκων ἔχει 300,000 μόνον ἐγγραμμάτων. bbox=[858, 564, 1088, 608]
watch-table-cell: 4 bbox=[1430, 574, 1438, 587]
paragraph: Ἡ Ἴρις μὲ γαλήνην μόλις συγκρατουμένη, ὑποχρέει εἰς τὸν ἰατρὸν νὰ τηρήσῃ ἐχεμύθειαν καὶ εἶπε· bbox=[150, 332, 367, 391]
bank-moustaka-name: ΜΟΥΣΤΑΚΑ-ΚΑΡΥΣΤΗΝΑΚΗ bbox=[859, 1295, 1087, 1313]
watch-table-cell: Μπιὲν bbox=[1261, 462, 1297, 475]
news-item: — Ἐπὶ 1,500,000 κατοίκων τῆς Πελοποννήσου μόνον τὸ 1/4 εἶνε ἐγγράμματοι. bbox=[858, 429, 1088, 473]
paragraph: Ἀλλὰ, παρατηρεῖ ὁ Ἄγγλος ἰατρὸς, ἡ ἰνφλουέντζα ἀκριβέστερον καὶ ἐπιστημονικώτερον θὰ ἠδύνατο νὰ ὀνομασθῇ παρ' ὅλων τῶν λαῶν τῆς γῆς «νόσος τοῦ φιλίματος». bbox=[606, 1048, 846, 1122]
sprayers-text bbox=[1276, 788, 1580, 1008]
watch-table-cell: 1 bbox=[1571, 504, 1578, 517]
watch-table-cell: 14 bbox=[1490, 392, 1505, 405]
watchmaker-title: Ο ΩΡΟΛΟΓΟΠΟΙΟΣ Κ. ΠΑΝΑΓ. ΤΣΑΜΗΣ bbox=[1168, 298, 1512, 317]
paragraph: — Εἶναι γιὰ τὸ ὁποῖον ἰδίως ἐπιθυμῶ. Ἔχω πάντα λόγον νὰ πιστεύω ὅτι ὁ Λόρδος Χάρου κατέλιπε τὴν Ἀγγλίαν μὲ τὴν πρόθεσιν νὰ ἐκτελέσῃ ἀνθρωποκτονίαν. bbox=[150, 392, 367, 481]
ledger-amount: 60,000,000.— bbox=[1497, 1581, 1578, 1595]
ledger-amount: 6,512,354.69 bbox=[1501, 1259, 1578, 1273]
ledger-amount: 11,836,741.94 bbox=[1493, 1355, 1578, 1369]
watch-table-cell: 2 bbox=[1430, 518, 1438, 531]
paragraph: Μέχρι τοῦδε ἡ ἐπιστήμη καὶ ἡ βιομηχανία ἐφείλουν μέγα μέρος τῆς προόδου αὐτῶν εἰς τὴν χρησιμοποίησιν τῆς θερμότητος. Εἰς τὸ μέλλον θὰ χρησιμοποιηθῇ τὸ ψῦχος τὸ ὁποῖον θὰ ἀναβάλῃ τὴν ἀποσύνθεσιν. bbox=[606, 239, 846, 328]
ledger-label: Συμμετοχαὶ εἰς ἐπιχειρήσεις bbox=[1102, 1467, 1270, 1481]
ledger-currency bbox=[1453, 1514, 1478, 1530]
assets-table bbox=[1100, 1258, 1580, 1562]
watch-table-cell: Ἐτ. Ὡρολογίων bbox=[1102, 532, 1188, 545]
ledger-row bbox=[1100, 1740, 1580, 1756]
sprayers-title: ΕΛΛΗΝΙΚΟΙ ΨΕΚΑΣΤΗΡΕΣ bbox=[1143, 692, 1537, 725]
type-foundry-address: ΔΙΕΥΘΥΝΣΙΣ Σ. Σπυρίδωνος Ὁδὸς Αἴγλου 148. ΕΙΣ ΑΘΗΝΑΣ bbox=[877, 1605, 1069, 1634]
oil-engines-text-2: Συνηθέστατα συστήματα ΔΕΦΝΕΡ καὶ ΕΔΕΑΜΑΝ Ὁδὸς Αἰόλου 148. Ἀθῆναι bbox=[867, 1695, 1079, 1741]
paragraph: Βροχὴ χαμηλὰ ἐμπόδισε τὴν μὲ Χάντερ νὰ ἐπιτύχῃ τὴν ἐπιθυμίαν καὶ χώραν τὴν συνθήκην τῆς ἐπιταγῆς εἰς τὴν Ρόυταν Μπέντλ, ἀλλὰ εὐθὺς ἀμέσως παρέσχε τὸν καιρὸν, διότι ἀπὸ ἐκεῖ ἔδωκεν αὐτὸ τὸ ὄνομα νὰ ζητήσῃ τὸν ἰατρόν. bbox=[377, 505, 594, 609]
ledger-row bbox=[1100, 1290, 1580, 1306]
ledger-row bbox=[1100, 1644, 1580, 1660]
ledger-currency bbox=[1420, 1692, 1451, 1708]
watch-table-cell: 1 bbox=[1571, 490, 1578, 503]
ledger-row bbox=[1100, 1580, 1580, 1596]
ledger-currency bbox=[1453, 1354, 1478, 1370]
watch-table-cell: Λεονίδ bbox=[1102, 560, 1140, 573]
oil-engines-makers: ΔΕΦΝΕΡ καὶ ΕΔΕΑΜΑΝ bbox=[1138, 150, 1290, 164]
news-item: — Ἡ ζωὴ ἑνὸς ἀνθρώπου ἐν τῇ πόλει εἶναι πολὺ διαφορετικὴ ἀπὸ τὴν τῆς ὑπαίθρου. bbox=[858, 804, 1088, 848]
article-title-cold: ΤΟ ΨΥΧΟΣ bbox=[688, 224, 764, 239]
ledger-row bbox=[1100, 1402, 1580, 1418]
sprayer-paragraph: ΠΡΟΜΗΘΕΥΘΗΤΕ ΨΕΚΑΣΤΗΡΑΣ ΠΡΑΠΟΠΟΥΛΩΝ τελειοτέρους καὶ στερεωτέρους τῶν ἄλλων. bbox=[1276, 788, 1580, 817]
coffee-mill-makers: ΔΕΦΝΕΡ bbox=[1427, 233, 1487, 248]
ledger-amount bbox=[1477, 1322, 1580, 1338]
ledger-currency bbox=[1420, 1628, 1451, 1644]
watchmaker-text: Ἀντὶ ρεκλάμας διὰ τὸ ὡρολόγιον «ΩΜΕΓΑ» δημοσιεύει τὸ κάτωθι δελτίον τοῦ ἐπισήμου γραφείου ἐξελέγξεως τῆς κινήσεως 310 ὡρολογίων ἐκ πάντων ὁμοιοτύπων κατὰ τὸ ἔτος 1913 ἐν τῇ πόλει ΣΑΙΝΤ-ΙΜΙΕ τῆς Ἑλβετίας. bbox=[1100, 317, 1580, 361]
news-item: — Ὁ λογάριασμος ἀπαιτεῖ 900 φράγκα διὰ τὴν διατήρησιν ἑνὸς ἵππου ἐτησίως. bbox=[858, 759, 1088, 803]
paragraph: Ἐνῷ δ' ἐσκέπτετο, εἶδε τὸν λόρδον ὅτι ἤρχετο πρὸς αὐτὴν νὰ τὴν ἐρωτήσῃ μήπως διατηρεῖται τὸ συναισθήματα τοῦ λόρδου καὶ τῶν πραγμάτων. bbox=[377, 1015, 594, 1089]
ledger-label: Κεφάλαιον Ἑταιρικὸν bbox=[1102, 1581, 1231, 1595]
ledger-amount: 11,659,745.99 bbox=[1493, 1677, 1578, 1691]
